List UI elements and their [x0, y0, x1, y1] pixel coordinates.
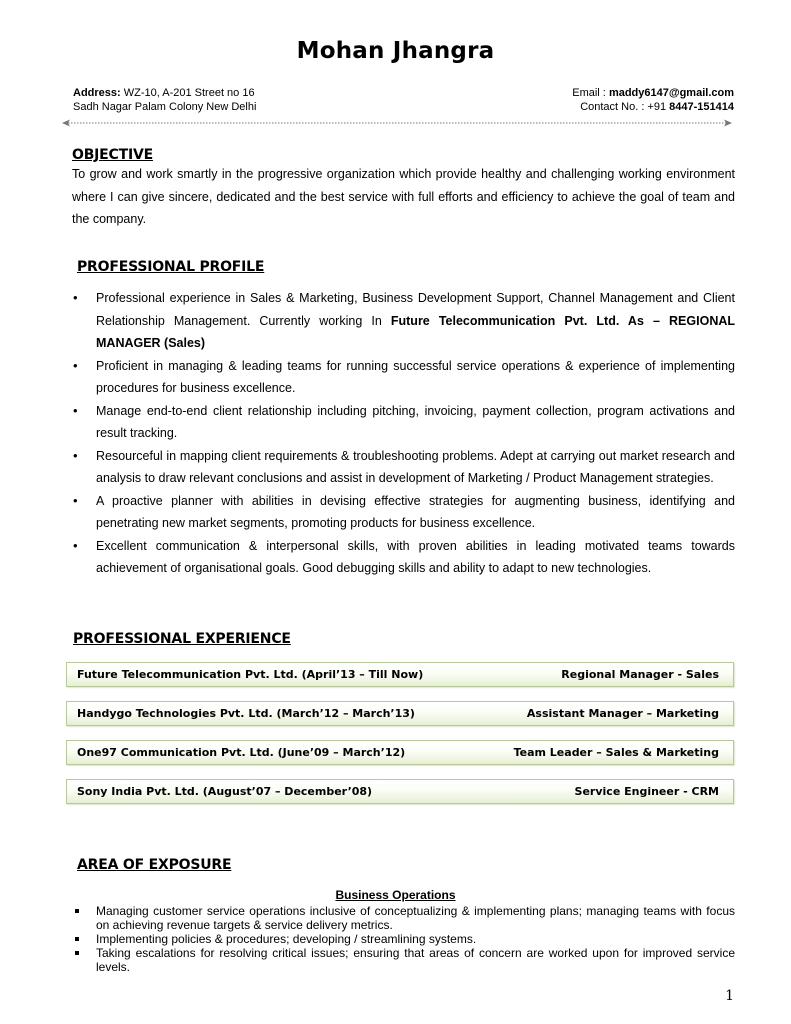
contact-number: 8447-151414 — [669, 101, 734, 113]
square-bullet-icon — [75, 951, 79, 955]
address-line-1: WZ-10, A-201 Street no 16 — [120, 87, 255, 99]
experience-entry — [66, 662, 734, 687]
page-number: 1 — [725, 988, 734, 1004]
profile-item — [73, 445, 735, 490]
area-of-exposure-heading: AREA OF EXPOSURE — [77, 857, 232, 873]
exposure-item-text: Managing customer service operations inclusive of conceptualizing & implementing plans; managing teams with focus on achieving revenue targets & service delivery metrics. — [96, 904, 735, 932]
professional-profile-list — [73, 287, 735, 580]
profile-item — [73, 287, 735, 355]
exposure-item-text: Implementing policies & procedures; developing / streamlining systems. — [96, 932, 477, 946]
address-label: Address: — [73, 87, 121, 99]
bullet-icon: • — [73, 537, 78, 553]
profile-item-highlight: Future Telecommunication Pvt. Ltd. As – REGIONAL MANAGER (Sales) — [96, 313, 736, 350]
experience-role: Team Leader – Sales & Marketing — [513, 746, 719, 759]
profile-item — [73, 490, 735, 535]
contact-label: Contact No. : +91 — [580, 101, 670, 113]
exposure-item — [73, 904, 735, 932]
profile-item-text: Professional experience in Sales & Marketing, Business Development Support, Channel Management and Client Relationship Management. Currently working In — [96, 291, 735, 328]
business-operations-subheading: Business Operations — [335, 888, 456, 902]
address-block — [73, 86, 256, 114]
experience-company: Sony India Pvt. Ltd. (August’07 – December’08) — [77, 785, 373, 798]
email-label: Email : — [572, 87, 609, 99]
contact-block — [572, 86, 734, 114]
bullet-icon: • — [73, 357, 78, 373]
objective-heading: OBJECTIVE — [72, 147, 153, 163]
experience-company: One97 Communication Pvt. Ltd. (June’09 – March’12) — [77, 746, 406, 759]
bullet-icon: • — [73, 447, 78, 463]
profile-item-text: Proficient in managing & leading teams for running successful service operations & experience of implementing procedures for business excellence. — [96, 358, 735, 395]
experience-company: Future Telecommunication Pvt. Ltd. (April’13 – Till Now) — [77, 668, 424, 681]
exposure-list — [73, 904, 735, 974]
experience-role: Service Engineer - CRM — [574, 785, 719, 798]
exposure-item-text: Taking escalations for resolving critical issues; ensuring that areas of concern are worked upon for improved service levels. — [96, 946, 735, 974]
profile-item — [73, 355, 735, 400]
bullet-icon: • — [73, 492, 78, 508]
professional-profile-heading: PROFESSIONAL PROFILE — [77, 259, 265, 275]
bullet-icon: • — [73, 402, 78, 418]
exposure-item — [73, 946, 735, 974]
profile-item — [73, 400, 735, 445]
address-line-2: Sadh Nagar Palam Colony New Delhi — [73, 101, 257, 113]
professional-experience-heading: PROFESSIONAL EXPERIENCE — [73, 631, 291, 647]
square-bullet-icon — [75, 909, 79, 913]
experience-company: Handygo Technologies Pvt. Ltd. (March’12 – March’13) — [77, 707, 415, 720]
exposure-item — [73, 932, 735, 946]
experience-entry — [66, 740, 734, 765]
header-divider — [62, 117, 732, 129]
candidate-name: Mohan Jhangra — [296, 38, 495, 64]
experience-entry — [66, 701, 734, 726]
experience-role: Assistant Manager – Marketing — [526, 707, 719, 720]
email-address[interactable]: maddy6147@gmail.com — [608, 87, 734, 99]
profile-item-text: Excellent communication & interpersonal skills, with proven abilities in leading motivated teams towards achievement of organisational goals. Good debugging skills and ability to adapt to new technologies. — [96, 538, 735, 575]
profile-item-text: A proactive planner with abilities in devising effective strategies for augmenting business, identifying and penetrating new market segments, promoting products for business excellence. — [96, 493, 735, 530]
profile-item-text: Manage end-to-end client relationship including pitching, invoicing, payment collection, program activations and result tracking. — [96, 403, 735, 440]
square-bullet-icon — [75, 937, 79, 941]
experience-role: Regional Manager - Sales — [561, 668, 719, 681]
profile-item — [73, 535, 735, 580]
profile-item-text: Resourceful in mapping client requirements & troubleshooting problems. Adept at carrying out market research and analysis to draw relevant conclusions and assist in development of Marketing / Product Management strategies. — [96, 448, 735, 485]
experience-entry — [66, 779, 734, 804]
objective-text: To grow and work smartly in the progressive organization which provide healthy and challenging working environment where I can give sincere, dedicated and the best service with full efforts and efficiency to achieve the goal of team and the company. — [72, 167, 735, 226]
bullet-icon: • — [73, 290, 78, 305]
